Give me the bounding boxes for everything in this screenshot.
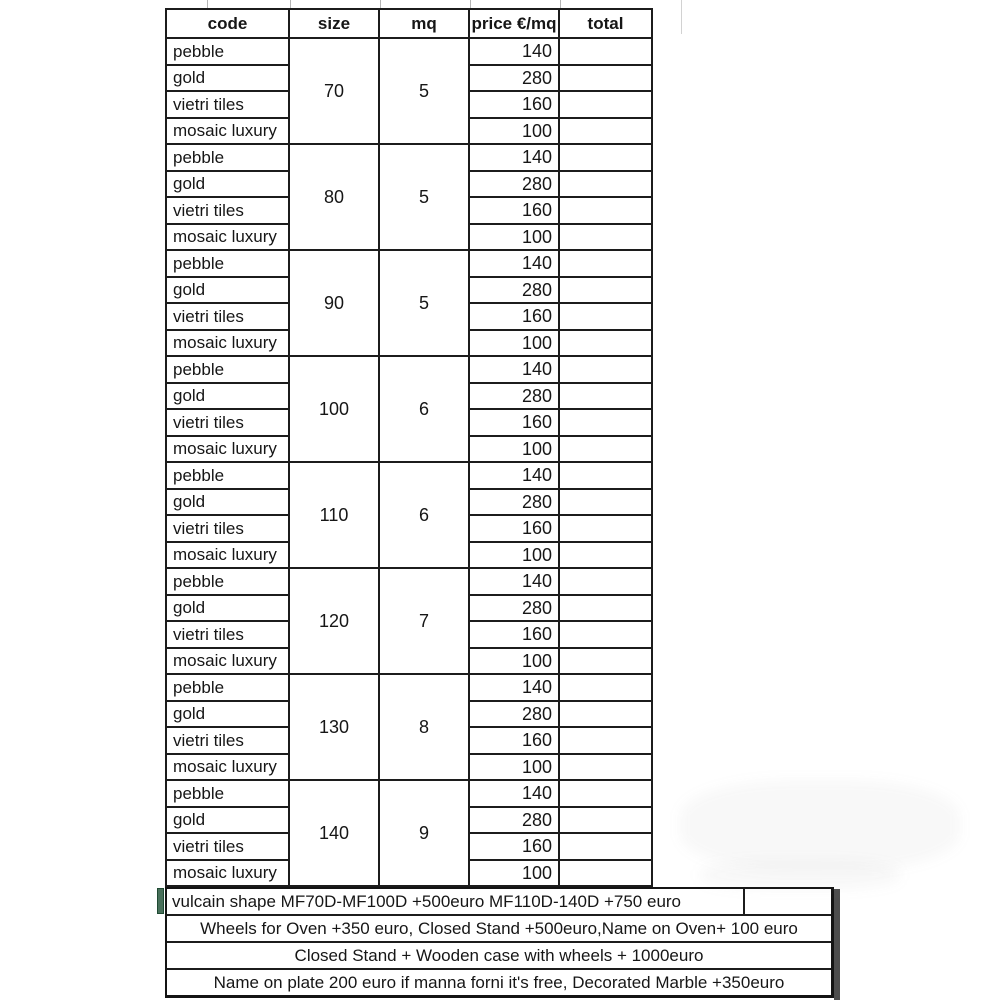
code-cell[interactable]: pebble — [167, 675, 288, 700]
total-cell[interactable] — [560, 781, 651, 806]
total-cell[interactable] — [560, 569, 651, 594]
mq-cell[interactable]: 9 — [380, 781, 468, 885]
code-cell[interactable]: gold — [167, 66, 288, 91]
mq-cell[interactable]: 5 — [380, 145, 468, 249]
size-cell[interactable]: 100 — [290, 357, 378, 461]
total-cell[interactable] — [560, 119, 651, 144]
price-cell[interactable]: 100 — [470, 649, 558, 674]
price-cell[interactable]: 160 — [470, 92, 558, 117]
note-row[interactable]: Name on plate 200 euro if manna forni it's free, Decorated Marble +350euro — [167, 970, 831, 995]
note-row[interactable]: Closed Stand + Wooden case with wheels + 1000euro — [167, 943, 831, 968]
size-cell[interactable]: 80 — [290, 145, 378, 249]
gridline-stub — [470, 0, 471, 8]
code-cell[interactable]: gold — [167, 172, 288, 197]
total-cell[interactable] — [560, 463, 651, 488]
size-cell[interactable]: 110 — [290, 463, 378, 567]
notes-block — [165, 887, 834, 998]
price-cell[interactable]: 140 — [470, 781, 558, 806]
gridline-stub — [290, 0, 291, 8]
total-cell[interactable] — [560, 675, 651, 700]
code-cell[interactable]: pebble — [167, 781, 288, 806]
price-cell[interactable]: 280 — [470, 66, 558, 91]
header-cell-code[interactable]: code — [167, 10, 288, 37]
price-cell[interactable]: 140 — [470, 569, 558, 594]
total-cell[interactable] — [560, 808, 651, 833]
price-cell[interactable]: 140 — [470, 675, 558, 700]
code-cell[interactable]: mosaic luxury — [167, 331, 288, 356]
size-cell[interactable]: 70 — [290, 39, 378, 143]
size-cell[interactable]: 140 — [290, 781, 378, 885]
total-cell[interactable] — [560, 172, 651, 197]
total-cell[interactable] — [560, 543, 651, 568]
note-row[interactable]: Wheels for Oven +350 euro, Closed Stand +500euro,Name on Oven+ 100 euro — [167, 916, 831, 941]
header-cell-size[interactable]: size — [290, 10, 378, 37]
price-cell[interactable]: 100 — [470, 119, 558, 144]
price-cell[interactable]: 140 — [470, 463, 558, 488]
code-cell[interactable]: gold — [167, 384, 288, 409]
code-cell[interactable]: vietri tiles — [167, 410, 288, 435]
code-cell[interactable]: vietri tiles — [167, 622, 288, 647]
total-cell[interactable] — [560, 490, 651, 515]
code-cell[interactable]: gold — [167, 596, 288, 621]
total-cell[interactable] — [560, 145, 651, 170]
code-cell[interactable]: gold — [167, 490, 288, 515]
total-cell[interactable] — [560, 410, 651, 435]
price-cell[interactable]: 280 — [470, 808, 558, 833]
price-cell[interactable]: 100 — [470, 755, 558, 780]
code-cell[interactable]: pebble — [167, 39, 288, 64]
price-cell[interactable]: 280 — [470, 596, 558, 621]
size-cell[interactable]: 130 — [290, 675, 378, 779]
price-table — [165, 8, 653, 887]
price-cell[interactable]: 280 — [470, 384, 558, 409]
code-cell[interactable]: pebble — [167, 251, 288, 276]
size-cell[interactable]: 120 — [290, 569, 378, 673]
total-cell[interactable] — [560, 622, 651, 647]
total-cell[interactable] — [560, 861, 651, 886]
mq-cell[interactable]: 6 — [380, 357, 468, 461]
price-cell[interactable]: 160 — [470, 834, 558, 859]
code-cell[interactable]: mosaic luxury — [167, 755, 288, 780]
total-cell[interactable] — [560, 66, 651, 91]
code-cell[interactable]: vietri tiles — [167, 728, 288, 753]
price-cell[interactable]: 280 — [470, 490, 558, 515]
note-row[interactable]: vulcain shape MF70D-MF100D +500euro MF110D-140D +750 euro — [167, 889, 743, 914]
code-cell[interactable]: mosaic luxury — [167, 225, 288, 250]
price-cell[interactable]: 100 — [470, 331, 558, 356]
code-cell[interactable]: pebble — [167, 569, 288, 594]
header-cell-total[interactable]: total — [560, 10, 651, 37]
code-cell[interactable]: mosaic luxury — [167, 649, 288, 674]
price-cell[interactable]: 280 — [470, 172, 558, 197]
code-cell[interactable]: mosaic luxury — [167, 861, 288, 886]
total-cell[interactable] — [560, 384, 651, 409]
code-cell[interactable]: vietri tiles — [167, 834, 288, 859]
header-cell-mq[interactable]: mq — [380, 10, 468, 37]
code-cell[interactable]: vietri tiles — [167, 304, 288, 329]
header-cell-price[interactable]: price €/mq — [470, 10, 558, 37]
total-cell[interactable] — [560, 834, 651, 859]
price-cell[interactable]: 100 — [470, 437, 558, 462]
total-cell[interactable] — [560, 278, 651, 303]
price-cell[interactable]: 160 — [470, 516, 558, 541]
row-marker-icon — [157, 888, 164, 914]
artifact-smudge — [680, 780, 960, 870]
code-cell[interactable]: pebble — [167, 145, 288, 170]
total-cell[interactable] — [560, 357, 651, 382]
code-cell[interactable]: vietri tiles — [167, 92, 288, 117]
price-cell[interactable]: 160 — [470, 410, 558, 435]
code-cell[interactable]: pebble — [167, 357, 288, 382]
mq-cell[interactable]: 7 — [380, 569, 468, 673]
price-cell[interactable]: 160 — [470, 622, 558, 647]
mq-cell[interactable]: 5 — [380, 39, 468, 143]
total-cell[interactable] — [560, 437, 651, 462]
code-cell[interactable]: gold — [167, 278, 288, 303]
total-cell[interactable] — [560, 516, 651, 541]
gridline-stub — [681, 0, 682, 34]
size-cell[interactable]: 90 — [290, 251, 378, 355]
notes-shadow — [834, 889, 840, 1000]
total-cell[interactable] — [560, 225, 651, 250]
code-cell[interactable]: mosaic luxury — [167, 437, 288, 462]
total-cell[interactable] — [560, 198, 651, 223]
code-cell[interactable]: vietri tiles — [167, 198, 288, 223]
code-cell[interactable]: gold — [167, 702, 288, 727]
total-cell[interactable] — [560, 92, 651, 117]
gridline-stub — [560, 0, 561, 8]
artifact-smudge — [700, 860, 900, 890]
gridline-stub — [207, 0, 208, 8]
code-cell[interactable]: pebble — [167, 463, 288, 488]
total-cell[interactable] — [560, 755, 651, 780]
price-cell[interactable]: 280 — [470, 702, 558, 727]
total-cell[interactable] — [560, 596, 651, 621]
mq-cell[interactable]: 5 — [380, 251, 468, 355]
price-cell[interactable]: 160 — [470, 198, 558, 223]
note-row-empty-cell[interactable] — [745, 889, 831, 914]
total-cell[interactable] — [560, 331, 651, 356]
price-cell[interactable]: 100 — [470, 861, 558, 886]
mq-cell[interactable]: 6 — [380, 463, 468, 567]
price-cell[interactable]: 280 — [470, 278, 558, 303]
total-cell[interactable] — [560, 702, 651, 727]
price-cell[interactable]: 160 — [470, 304, 558, 329]
total-cell[interactable] — [560, 304, 651, 329]
total-cell[interactable] — [560, 728, 651, 753]
total-cell[interactable] — [560, 251, 651, 276]
price-cell[interactable]: 140 — [470, 357, 558, 382]
gridline-stub — [380, 0, 381, 8]
price-cell[interactable]: 140 — [470, 145, 558, 170]
price-cell[interactable]: 140 — [470, 251, 558, 276]
price-cell[interactable]: 100 — [470, 225, 558, 250]
price-cell[interactable]: 160 — [470, 728, 558, 753]
price-cell[interactable]: 140 — [470, 39, 558, 64]
code-cell[interactable]: gold — [167, 808, 288, 833]
code-cell[interactable]: mosaic luxury — [167, 543, 288, 568]
mq-cell[interactable]: 8 — [380, 675, 468, 779]
code-cell[interactable]: mosaic luxury — [167, 119, 288, 144]
code-cell[interactable]: vietri tiles — [167, 516, 288, 541]
total-cell[interactable] — [560, 649, 651, 674]
price-cell[interactable]: 100 — [470, 543, 558, 568]
total-cell[interactable] — [560, 39, 651, 64]
